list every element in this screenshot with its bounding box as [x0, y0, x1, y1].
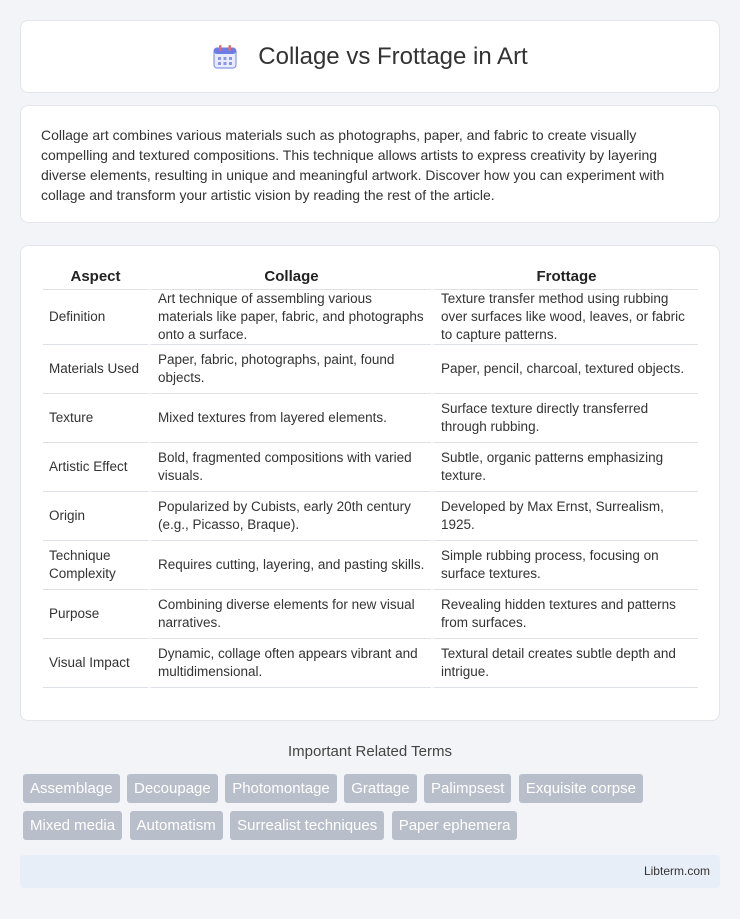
cell-frottage: Simple rubbing process, focusing on surface textures.: [431, 541, 698, 590]
term-tag[interactable]: Paper ephemera: [392, 811, 518, 840]
cell-aspect: Purpose: [43, 590, 148, 639]
related-terms-list: [23, 774, 713, 848]
cell-collage: Mixed textures from layered elements.: [148, 394, 431, 443]
comparison-card: [20, 245, 720, 721]
term-tag[interactable]: Grattage: [344, 774, 416, 803]
header-card: [20, 20, 720, 93]
cell-frottage: Subtle, organic patterns emphasizing texture.: [431, 443, 698, 492]
cell-collage: Requires cutting, layering, and pasting skills.: [148, 541, 431, 590]
cell-collage: Art technique of assembling various materials like paper, fabric, and photographs onto a surface.: [148, 290, 431, 345]
page-title: Collage vs Frottage in Art: [258, 42, 528, 70]
term-tag[interactable]: Photomontage: [225, 774, 337, 803]
cell-frottage: Paper, pencil, charcoal, textured objects.: [431, 345, 698, 394]
cell-collage: Dynamic, collage often appears vibrant and multidimensional.: [148, 639, 431, 688]
cell-aspect: Visual Impact: [43, 639, 148, 688]
table-row: [43, 394, 698, 443]
footer: [20, 855, 720, 888]
header-collage: Collage: [148, 264, 431, 290]
intro-text: Collage art combines various materials such as photographs, paper, and fabric to create visually compelling and textured compositions. This technique allows artists to express creativity by layering diverse elements, resulting in unique and meaningful artwork. Discover how you can experiment with collage and transform your artistic vision by reading the rest of the article.: [41, 127, 665, 203]
cell-frottage: Texture transfer method using rubbing over surfaces like wood, leaves, or fabric to capture patterns.: [431, 290, 698, 345]
table-row: [43, 492, 698, 541]
related-terms-title: Important Related Terms: [288, 743, 452, 760]
cell-collage: Popularized by Cubists, early 20th century (e.g., Picasso, Braque).: [148, 492, 431, 541]
cell-aspect: Origin: [43, 492, 148, 541]
term-tag[interactable]: Assemblage: [23, 774, 120, 803]
header-frottage: Frottage: [431, 264, 698, 290]
footer-site-link[interactable]: Libterm.com: [643, 864, 710, 878]
cell-aspect: Materials Used: [43, 345, 148, 394]
header-aspect: Aspect: [43, 264, 148, 290]
cell-frottage: Surface texture directly transferred through rubbing.: [431, 394, 698, 443]
table-row: [43, 290, 698, 345]
term-tag[interactable]: Decoupage: [127, 774, 218, 803]
table-header-row: [43, 264, 698, 290]
cell-collage: Bold, fragmented compositions with varied visuals.: [148, 443, 431, 492]
cell-collage: Combining diverse elements for new visual narratives.: [148, 590, 431, 639]
table-row: [43, 639, 698, 688]
cell-aspect: Texture: [43, 394, 148, 443]
cell-aspect: Artistic Effect: [43, 443, 148, 492]
cell-aspect: Definition: [43, 290, 148, 345]
table-row: [43, 541, 698, 590]
comparison-table: [43, 264, 698, 688]
table-row: [43, 590, 698, 639]
term-tag[interactable]: Mixed media: [23, 811, 122, 840]
term-tag[interactable]: Palimpsest: [424, 774, 511, 803]
cell-frottage: Textural detail creates subtle depth and intrigue.: [431, 639, 698, 688]
term-tag[interactable]: Automatism: [130, 811, 223, 840]
cell-frottage: Developed by Max Ernst, Surrealism, 1925.: [431, 492, 698, 541]
cell-frottage: Revealing hidden textures and patterns from surfaces.: [431, 590, 698, 639]
cell-aspect: Technique Complexity: [43, 541, 148, 590]
table-row: [43, 443, 698, 492]
calendar-icon: [212, 44, 238, 70]
table-row: [43, 345, 698, 394]
intro-card: [20, 105, 720, 223]
term-tag[interactable]: Surrealist techniques: [230, 811, 384, 840]
cell-collage: Paper, fabric, photographs, paint, found objects.: [148, 345, 431, 394]
term-tag[interactable]: Exquisite corpse: [519, 774, 643, 803]
